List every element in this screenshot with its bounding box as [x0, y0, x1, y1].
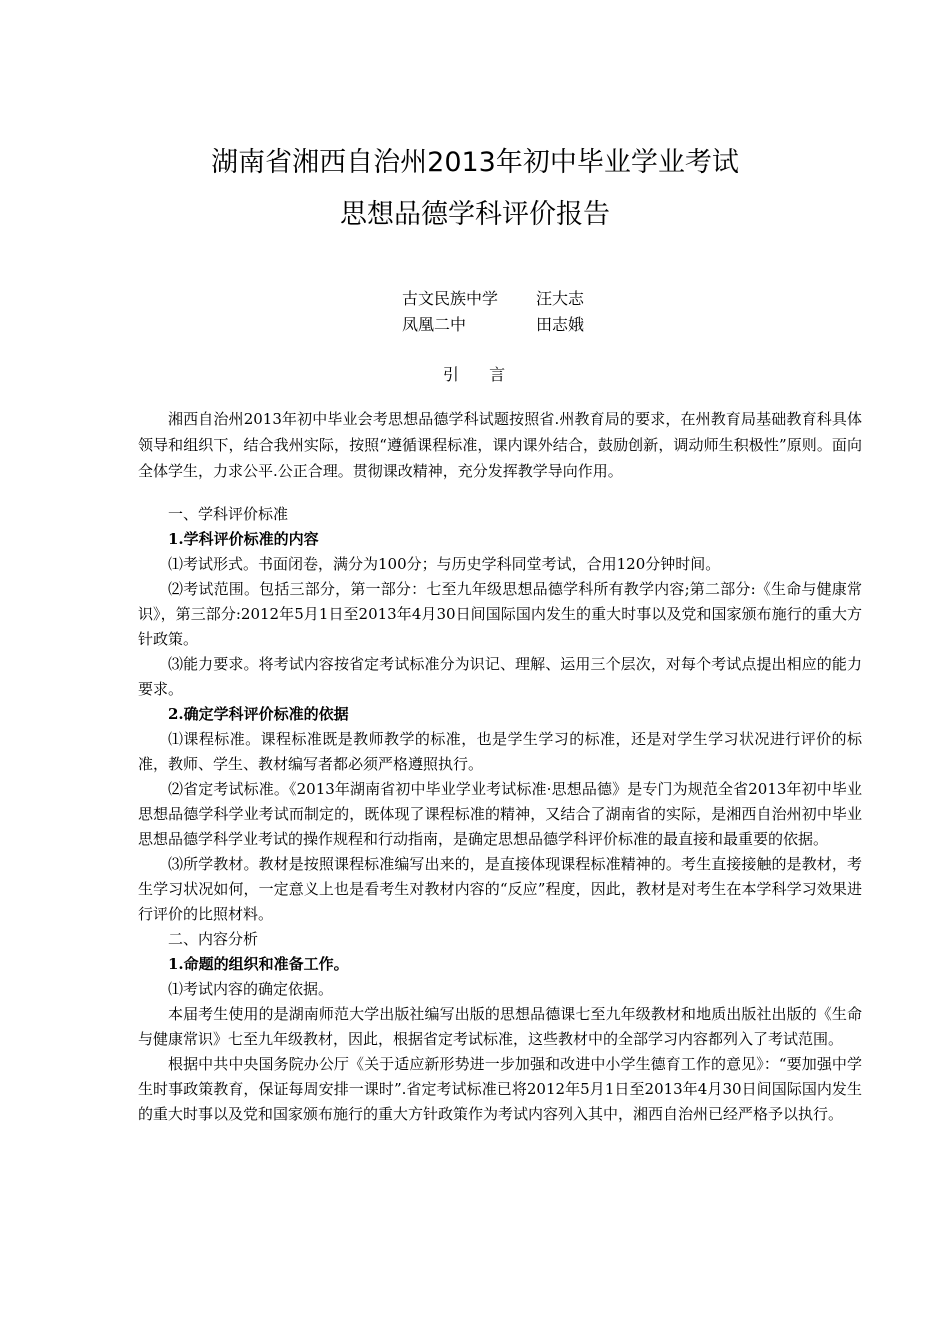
body-paragraph: 根据中共中央国务院办公厅《关于适应新形势进一步加强和改进中小学生德育工作的意见》：“要加强中学生时事政策教育，保证每周安排一课时”.省定考试标准已将2012年5月1日至2013年4月30日间国际国内发生的重大时事以及党和国家颁布施行的重大方针政策作为考试内容列入其中，湘西自治州已经严格予以执行。 [138, 1055, 862, 1123]
author-block [402, 286, 584, 338]
section-heading-2: 二、内容分析 [168, 930, 259, 948]
author-school: 凤凰二中 [402, 315, 467, 334]
intro-paragraph: 湘西自治州2013年初中毕业会考思想品德学科试题按照省.州教育局的要求，在州教育局基础教育科具体领导和组织下，结合我州实际，按照“遵循课程标准，课内课外结合，鼓励创新，调动师生积极性”原则。面向全体学生，力求公平.公正合理。贯彻课改精神，充分发挥教学导向作用。 [138, 410, 862, 480]
body-paragraph: ⑵考试范围。包括三部分，第一部分：七至九年级思想品德学科所有教学内容;第二部分:《生命与健康常识》，第三部分:2012年5月1日至2013年4月30日间国际国内发生的重大时事以及党和国家颁布施行的重大方针政策。 [138, 580, 862, 648]
body-paragraph: ⑵省定考试标准。《2013年湖南省初中毕业学业考试标准·思想品德》是专门为规范全省2013年初中毕业思想品德学科学业考试而制定的，既体现了课程标准的精神，又结合了湖南省的实际，是湘西自治州初中毕业思想品德学科学业考试的操作规程和行动指南，是确定思想品德学科评价标准的最直接和最重要的依据。 [138, 780, 862, 848]
subsection-heading: 1.命题的组织和准备工作。 [168, 955, 349, 973]
section-heading-1: 一、学科评价标准 [168, 505, 289, 523]
author-name: 汪大志 [536, 289, 585, 308]
author-row [402, 312, 584, 338]
subsection-heading: 1.学科评价标准的内容 [168, 530, 319, 548]
body-paragraph: 本届考生使用的是湖南师范大学出版社编写出版的思想品德课七至九年级教材和地质出版社出版的《生命与健康常识》七至九年级教材，因此，根据省定考试标准，这些教材中的全部学习内容都列入了考试范围。 [138, 1005, 862, 1048]
intro-heading: 引 言 [442, 365, 508, 384]
document-body [138, 406, 862, 1127]
author-row [402, 286, 584, 312]
subsection-heading: 2.确定学科评价标准的依据 [168, 705, 349, 723]
author-name: 田志娥 [536, 315, 585, 334]
body-paragraph: ⑴考试内容的确定依据。 [168, 980, 334, 998]
body-paragraph: ⑶能力要求。将考试内容按省定考试标准分为识记、理解、运用三个层次，对每个考试点提出相应的能力要求。 [138, 655, 862, 698]
document-title-line-1: 湖南省湘西自治州2013年初中毕业学业考试 [211, 147, 739, 178]
document-title-line-2: 思想品德学科评价报告 [340, 199, 610, 230]
body-paragraph: ⑴考试形式。书面闭卷，满分为100分；与历史学科同堂考试，合用120分钟时间。 [168, 555, 721, 573]
body-paragraph: ⑴课程标准。课程标准既是教师教学的标准，也是学生学习的标准，还是对学生学习状况进行评价的标准，教师、学生、教材编写者都必须严格遵照执行。 [138, 730, 862, 773]
body-paragraph: ⑶所学教材。教材是按照课程标准编写出来的，是直接体现课程标准精神的。考生直接接触的是教材，考生学习状况如何，一定意义上也是看考生对教材内容的“反应”程度，因此，教材是对考生在本学科学习效果进行评价的比照材料。 [138, 855, 862, 923]
author-school: 古文民族中学 [402, 289, 499, 308]
